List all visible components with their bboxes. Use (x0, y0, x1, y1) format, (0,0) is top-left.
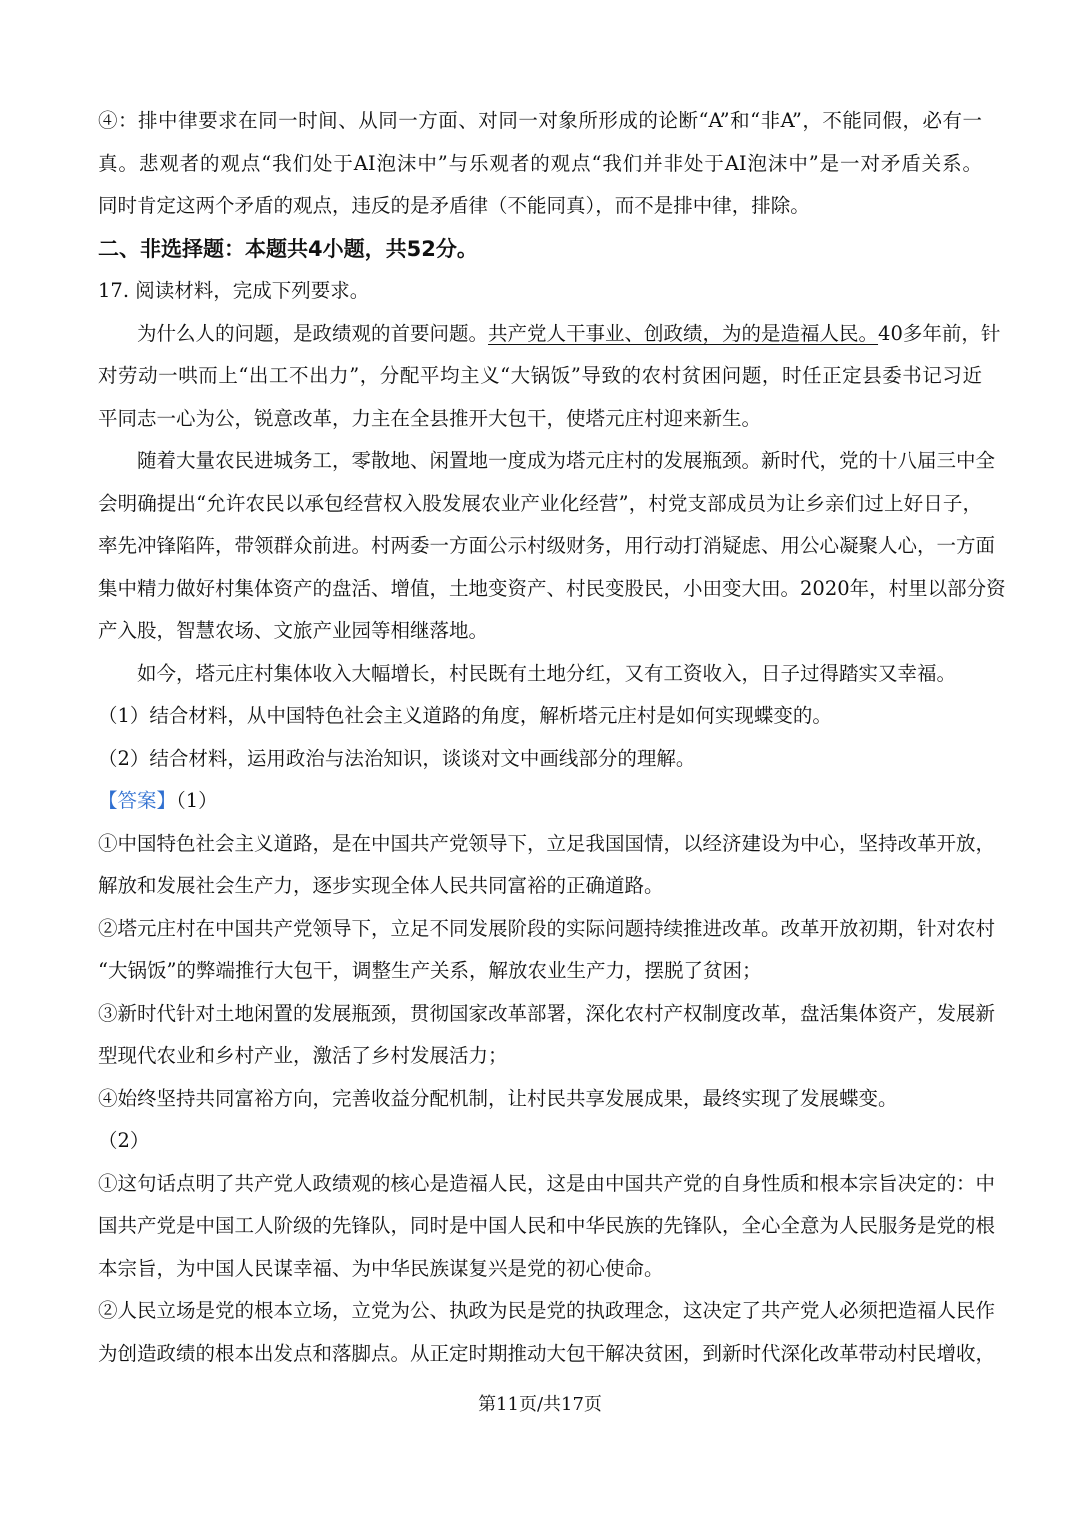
answer-part2-line-2: 国共产党是中国工人阶级的先锋队，同时是中国人民和中华民族的先锋队，全心全意为人民服务是党的根 (98, 1214, 996, 1237)
page-footer: 第11页/共17页 (478, 1394, 602, 1415)
material-p1-line-2: 对劳动一哄而上“出工不出力”，分配平均主义“大锅饭”导致的农村贫困问题，时任正定县委书记习近 (98, 364, 982, 387)
material-p3: 如今，塔元庄村集体收入大幅增长，村民既有土地分红，又有工资收入，日子过得踏实又幸福。 (137, 661, 957, 685)
answer-part1-line-7: ④始终坚持共同富裕方向，完善收益分配机制，让村民共享发展成果，最终实现了发展蝶变。 (98, 1086, 898, 1110)
question-stem: 17. 阅读材料，完成下列要求。 (98, 279, 370, 302)
sub-question-1: （1）结合材料，从中国特色社会主义道路的角度，解析塔元庄村是如何实现蝶变的。 (98, 704, 832, 727)
answer-part1-line-4: “大锅饭”的弊端推行大包干，调整生产关系，解放农业生产力，摆脱了贫困； (98, 959, 762, 982)
material-p2-line-5: 产入股，智慧农场、文旅产业园等相继落地。 (98, 619, 489, 642)
material-p2-line-4: 集中精力做好村集体资产的盘活、增值，土地变资产、村民变股民，小田变大田。2020年，村里以部分资 (98, 576, 1006, 600)
answer-part1-line-3: ②塔元庄村在中国共产党领导下，立足不同发展阶段的实际问题持续推进改革。改革开放初期，针对农村 (98, 916, 996, 940)
prev-answer-line-2: 真。悲观者的观点“我们处于AI泡沫中”与乐观者的观点“我们并非处于AI泡沫中”是一对矛盾关系。 (98, 151, 982, 175)
document-page (98, 100, 1006, 1375)
material-p2-line-2: 会明确提出“允许农民以承包经营权入股发展农业产业化经营”，村党支部成员为让乡亲们过上好日子， (98, 491, 982, 515)
material-p1-text-b: 40多年前，针 (878, 321, 1001, 345)
answer-part1-line-1: ①中国特色社会主义道路，是在中国共产党领导下，立足我国国情，以经济建设为中心，坚持改革开放， (98, 831, 996, 855)
answer-part2-line-3: 本宗旨，为中国人民谋幸福、为中华民族谋复兴是党的初心使命。 (98, 1256, 664, 1280)
prev-answer-line-3: 同时肯定这两个矛盾的观点，违反的是矛盾律（不能同真），而不是排中律，排除。 (98, 194, 810, 217)
sub-question-2: （2）结合材料，运用政治与法治知识，谈谈对文中画线部分的理解。 (98, 746, 696, 770)
material-p1-line-3: 平同志一心为公，锐意改革，力主在全县推开大包干，使塔元庄村迎来新生。 (98, 406, 762, 430)
prev-answer-line-1: ④：排中律要求在同一时间、从同一方面、对同一对象所形成的论断“A”和“非A”，不能同假，必有一 (98, 109, 982, 132)
material-p2-line-3: 率先冲锋陷阵，带领群众前进。村两委一方面公示村级财务，用行动打消疑虑、用公心凝聚人心，一方面 (98, 534, 996, 557)
answer-part1-line-2: 解放和发展社会生产力，逐步实现全体人民共同富裕的正确道路。 (98, 874, 664, 897)
material-p2-line-1: 随着大量农民进城务工，零散地、闲置地一度成为塔元庄村的发展瓶颈。新时代，党的十八届三中全 (137, 449, 996, 472)
answer-part1-label: （1） (176, 789, 218, 812)
material-p1-text-a: 为什么人的问题，是政绩观的首要问题。 (137, 321, 489, 345)
answer-part2-line-1: ①这句话点明了共产党人政绩观的核心是造福人民，这是由中国共产党的自身性质和根本宗旨决定的：中 (98, 1171, 996, 1195)
answer-part2-label: （2） (98, 1129, 150, 1152)
answer-header (98, 780, 982, 823)
answer-tag: 【答案】 (98, 789, 177, 812)
answer-part1-line-6: 型现代农业和乡村产业，激活了乡村发展活力； (98, 1044, 508, 1067)
answer-part2-line-4: ②人民立场是党的根本立场，立党为公、执政为民是党的执政理念，这决定了共产党人必须把造福人民作 (98, 1299, 996, 1322)
section-title: 二、非选择题：本题共4小题，共52分。 (98, 236, 478, 261)
answer-part2-line-5: 为创造政绩的根本出发点和落脚点。从正定时期推动大包干解决贫困，到新时代深化改革带动村民增收， (98, 1341, 996, 1365)
answer-part1-line-5: ③新时代针对土地闲置的发展瓶颈，贯彻国家改革部署，深化农村产权制度改革，盘活集体资产，发展新 (98, 1001, 996, 1025)
material-p1-line-1 (98, 313, 1001, 356)
underlined-sentence: 共产党人干事业、创政绩，为的是造福人民。 (488, 321, 879, 345)
